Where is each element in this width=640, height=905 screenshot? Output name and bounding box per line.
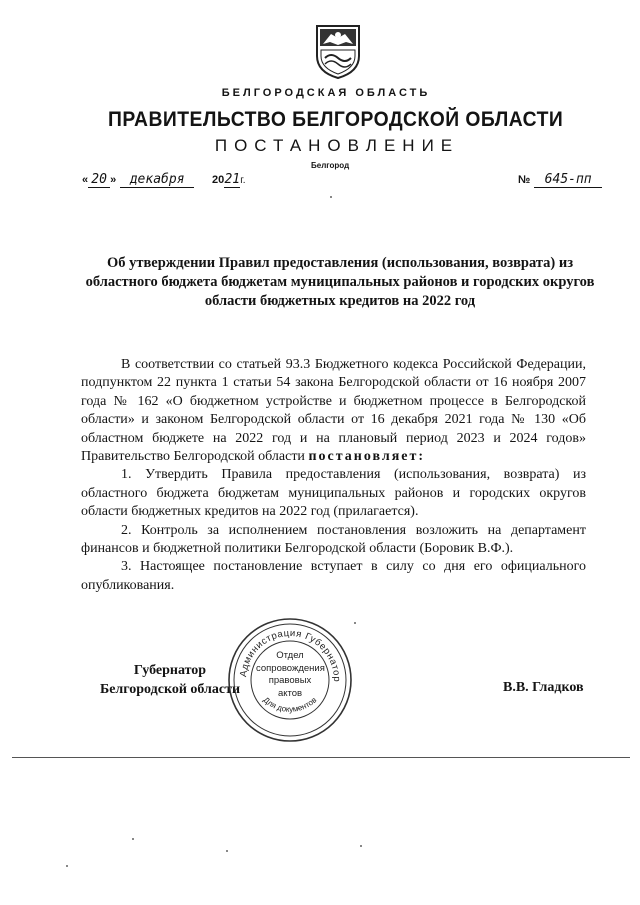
number-prefix: № (518, 174, 531, 186)
scan-speck (132, 838, 134, 840)
signatory-name: В.В. Гладков (503, 680, 584, 695)
date-close-quote: » (110, 174, 117, 186)
document-date (82, 170, 246, 188)
stamp-center (256, 650, 324, 700)
stamp-line-3: правовых (268, 675, 312, 686)
document-title: Об утверждении Правил предоставления (использования, возврата) из областного бюджета бюджетам муниципальных районов и городских округов области бюджетных кредитов на 2022 год (85, 255, 595, 309)
stamp-ring-text: Администрация Губернатор (238, 627, 343, 683)
stamp-line-1: Отдел (276, 650, 304, 661)
date-year-abbr: г. (240, 175, 246, 186)
government-name: ПРАВИТЕЛЬСТВО БЕЛГОРОДСКОЙ ОБЛАСТИ (108, 108, 564, 131)
scan-speck (226, 850, 228, 852)
stamp-line-2: сопровождения (256, 662, 325, 674)
scan-speck (360, 845, 362, 847)
preamble-paragraph (81, 356, 586, 466)
decree-word: постановляет: (308, 449, 426, 465)
document-number (518, 170, 602, 188)
position-line-2: Белгородской области (99, 682, 241, 697)
date-month: декабря (120, 172, 194, 188)
date-day: 20 (88, 172, 110, 188)
stamp-line-4: актов (277, 687, 303, 699)
stamp-ring-bottom: Для документов (261, 695, 319, 714)
item-paragraph-2: 2. Контроль за исполнением постановления возложить на департамент финансов и бюджетной политики Белгородской области (Боровик В.Ф.). (81, 522, 586, 557)
date-year-suffix: 21 (224, 172, 241, 187)
date-year-prefix: 20 (212, 174, 225, 186)
coat-of-arms (313, 22, 363, 80)
scan-speck (354, 622, 356, 624)
item-paragraph-3: 3. Настоящее постановление вступает в силу со дня его официального опубликования. (81, 559, 586, 593)
region-name: БЕЛГОРОДСКАЯ ОБЛАСТЬ (221, 87, 431, 99)
date-open-quote: « (82, 174, 89, 186)
scan-speck (330, 196, 332, 198)
scan-speck (66, 865, 68, 867)
number-value: 645-пп (534, 172, 602, 188)
belgorod-coat-of-arms-icon (313, 22, 363, 80)
item-paragraph-1: 1. Утвердить Правила предоставления (использования, возврата) из областного бюджета бюджетам муниципальных районов и городских округов области бюджетных кредитов на 2022 год (прилагается). (81, 467, 586, 520)
position-line-1: Губернатор (133, 663, 207, 678)
city-name: Белгород (311, 161, 350, 170)
official-stamp (226, 616, 354, 744)
document-body (81, 356, 586, 595)
preamble-text: В соответствии со статьей 93.3 Бюджетного кодекса Российской Федерации, подпунктом 22 пункта 1 статьи 54 закона Белгородской области от 16 ноября 2007 года № 162 «О бюджетном устройстве и бюджетном процессе в Белгородской области» и законом Белгородской области от 16 декабря 2021 года № 130 «Об областном бюджете на 2022 год и на плановый период 2023 и 2024 годов» Правительство Белгородской области (81, 357, 586, 465)
bottom-divider (12, 757, 630, 758)
document-type: ПОСТАНОВЛЕНИЕ (214, 136, 460, 155)
